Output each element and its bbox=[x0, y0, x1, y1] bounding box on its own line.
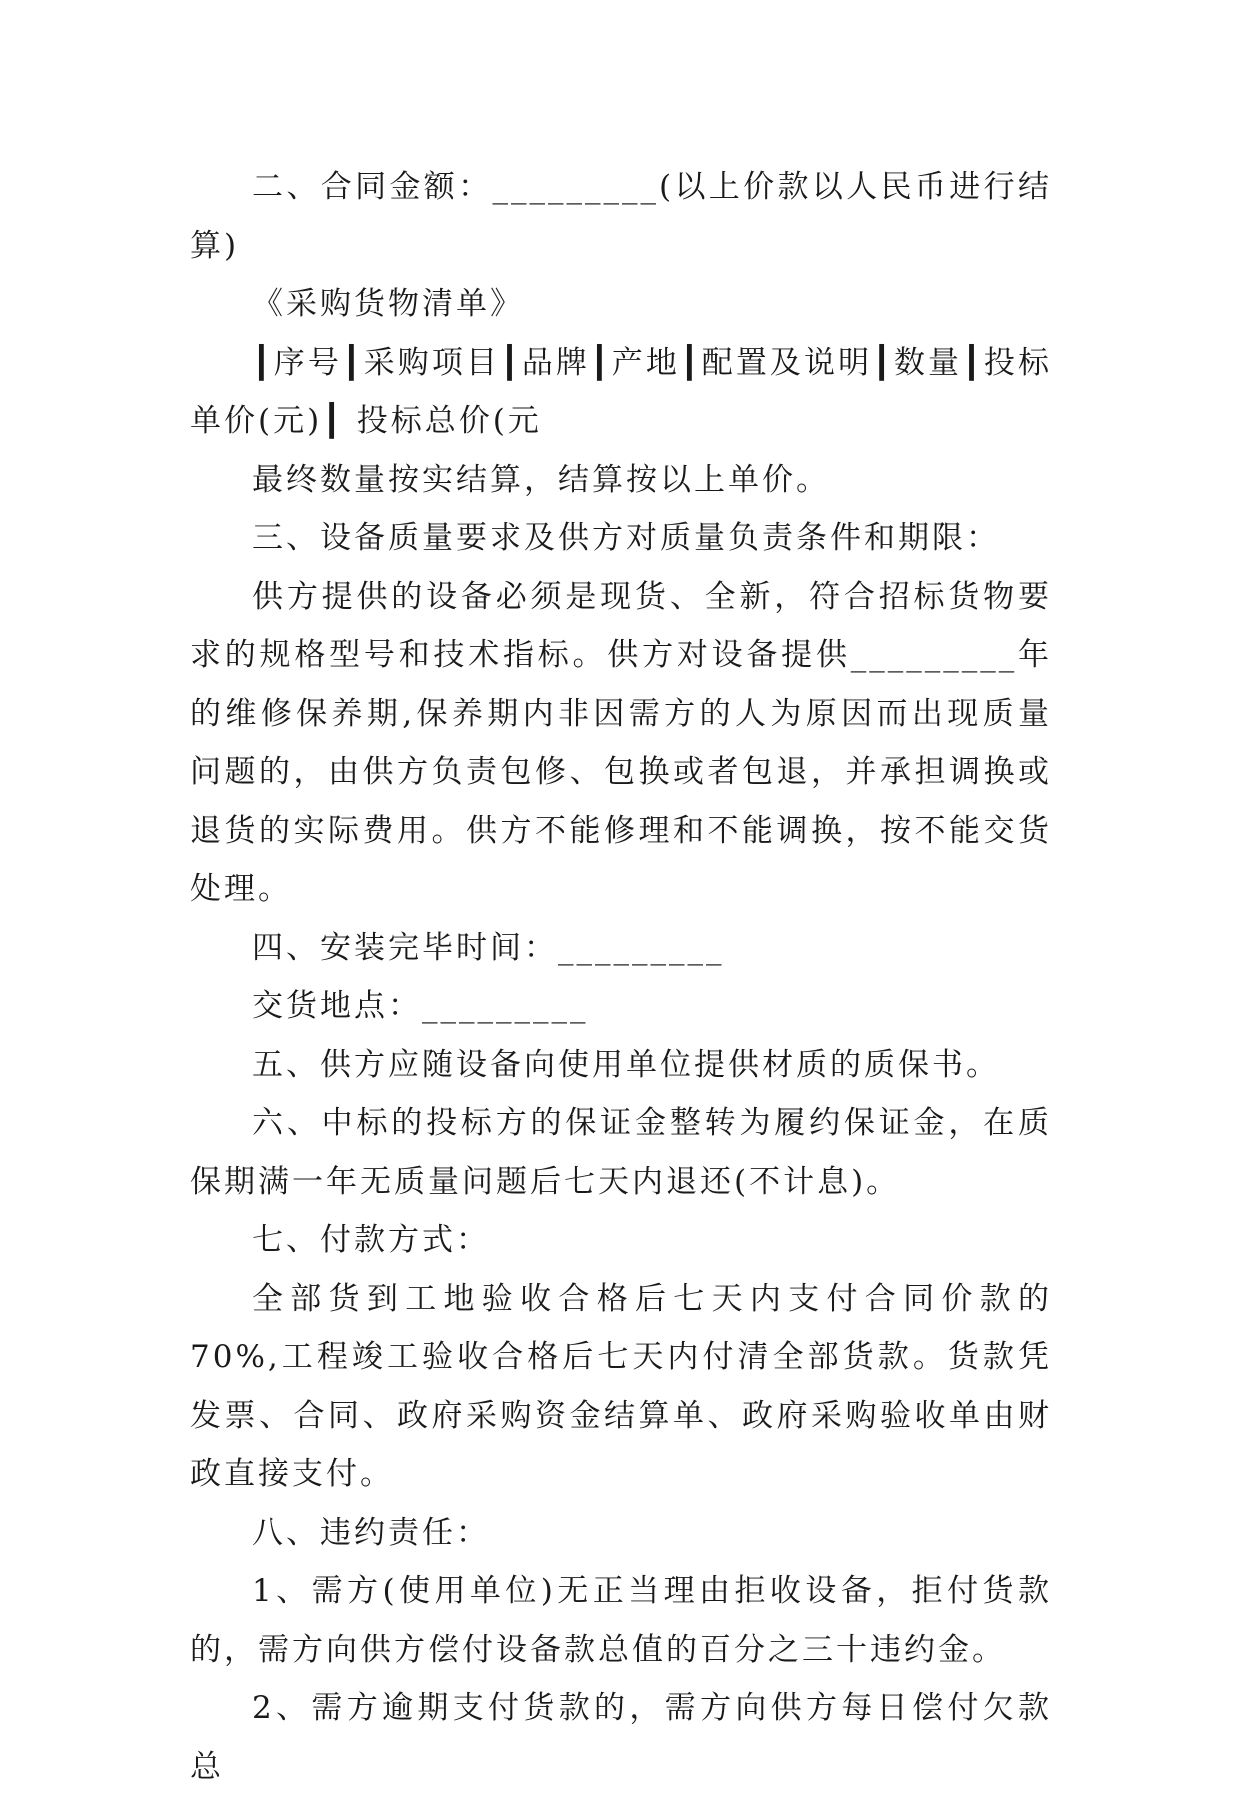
liability-clause-1: 1、需方(使用单位)无正当理由拒收设备，拒付货款的，需方向供方偿付设备款总值的百分之三十违约金。 bbox=[190, 1573, 1052, 1668]
settlement-note-paragraph: 最终数量按实结算，结算按以上单价。 bbox=[252, 461, 830, 498]
payment-method-paragraph: 全部货到工地验收合格后七天内支付合同价款的70%,工程竣工验收合格后七天内付清全部货款。货款凭发票、合同、政府采购资金结算单、政府采购验收单由财政直接支付。 bbox=[190, 1280, 1052, 1492]
document-body bbox=[190, 158, 1052, 1796]
contract-amount-paragraph: 二、合同金额：_________(以上价款以人民币进行结算) bbox=[190, 169, 1052, 264]
delivery-location-paragraph: 交货地点：_________ bbox=[252, 988, 589, 1024]
liability-clause-2: 2、需方逾期支付货款的，需方向供方每日偿付欠款总 bbox=[190, 1690, 1052, 1785]
installation-time-paragraph: 四、安装完毕时间：_________ bbox=[252, 929, 725, 966]
quality-requirements-heading: 三、设备质量要求及供方对质量负责条件和期限： bbox=[252, 520, 1000, 556]
quality-certificate-paragraph: 五、供方应随设备向使用单位提供材质的质保书。 bbox=[252, 1046, 1000, 1083]
goods-list-title: 《采购货物清单》 bbox=[252, 286, 524, 322]
liability-heading: 八、违约责任： bbox=[252, 1514, 490, 1551]
payment-method-heading: 七、付款方式： bbox=[252, 1222, 490, 1258]
quality-requirements-paragraph: 供方提供的设备必须是现货、全新，符合招标货物要求的规格型号和技术指标。供方对设备提供_________年的维修保养期,保养期内非因需方的人为原因而出现质量问题的，由供方负责包修、包换或者包退，并承担调换或退货的实际费用。供方不能修理和不能调换，按不能交货处理。 bbox=[190, 578, 1052, 907]
goods-list-header-row: ┃序号┃采购项目┃品牌┃产地┃配置及说明┃数量┃投标单价(元)┃ 投标总价(元 bbox=[190, 344, 1052, 439]
performance-bond-paragraph: 六、中标的投标方的保证金整转为履约保证金，在质保期满一年无质量问题后七天内退还(不计息)。 bbox=[190, 1105, 1052, 1200]
